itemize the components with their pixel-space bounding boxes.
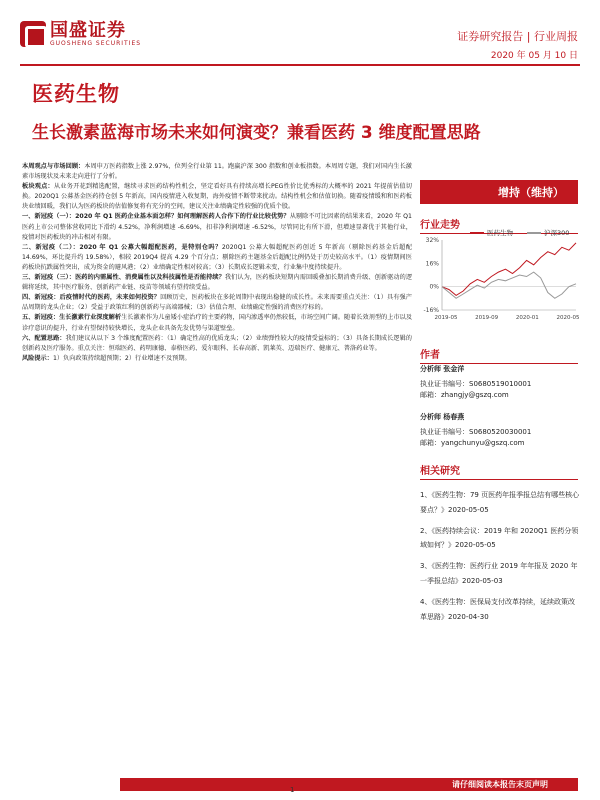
analyst-email[interactable]: zhangjy@gszq.com: [441, 391, 509, 399]
related-report-item[interactable]: 3、《医药生物：医药行业 2019 年年报及 2020 年一季报总结》2020-05-03: [420, 562, 578, 585]
legend-label: 沪深300: [544, 229, 570, 237]
body-paragraph: [22, 354, 412, 364]
legend-swatch-icon: [470, 232, 484, 234]
analyst-role: 分析师: [420, 365, 441, 373]
email-label: 邮箱：: [420, 391, 441, 399]
body-paragraph: [22, 162, 412, 182]
analyst-1: [420, 364, 531, 401]
logo-en-text: GUOSHENG SECURITIES: [50, 39, 142, 47]
x-tick-label: 2019-05: [434, 315, 458, 321]
cert-label: 执业证书编号：: [420, 428, 469, 436]
related-section-title: 相关研究: [420, 462, 578, 480]
x-tick-label: 2020-05: [556, 315, 580, 321]
y-tick-label: 0%: [429, 283, 439, 291]
analyst-2: [420, 412, 531, 449]
series-line-1: [442, 272, 576, 298]
analyst-email[interactable]: yangchunyu@gszq.com: [441, 439, 525, 447]
logo-cn-text: 国盛证券: [50, 19, 126, 41]
related-reports-list: [420, 488, 580, 630]
paragraph-lead: 六、配置思路：: [22, 334, 66, 342]
industry-name: 医药生物: [32, 82, 120, 106]
logo-mark-icon: [20, 21, 46, 47]
y-tick-label: 16%: [425, 260, 439, 268]
body-paragraph: [22, 243, 412, 273]
paragraph-lead: 一、新冠疫（一）：2020 年 Q1 医药企业基本面怎样？如何理解医药人合作下的行业比较优势？: [22, 213, 290, 221]
header-divider: [20, 64, 580, 66]
x-tick-label: 2019-09: [475, 315, 499, 321]
paragraph-lead: 四、新冠疫：后疫情时代的医药，未来如何投资？: [22, 294, 161, 302]
paragraph-lead: 板块观点：: [22, 183, 54, 191]
rating-badge: 增持（维持）: [420, 180, 578, 204]
body-paragraph: [22, 334, 412, 354]
trend-chart: [418, 236, 580, 328]
body-paragraph: [22, 182, 412, 212]
body-column: [22, 162, 412, 364]
paragraph-lead: 三、新冠疫（三）：医药的内需属性、消费属性以及科技属性是否能持续？: [22, 274, 225, 282]
cert-label: 执业证书编号：: [420, 380, 469, 388]
page-number: 1: [290, 786, 295, 794]
chart-section-title: 行业走势: [420, 216, 578, 234]
author-section-title: 作者: [420, 346, 578, 364]
y-tick-label: 32%: [425, 237, 439, 244]
cert-number: S0680519010001: [469, 380, 532, 388]
paragraph-text: 2020Q1 公募大幅超配医药创近 5 年新高（剔除医药基金后超配 14.69%，环比提升约 19.58%），相较 2019Q4 提高 4.29 个百分点；剔除医药主题基金后超配比例仍处于历史较高水平。（1）疫情期间医药板块抗跌属性突出，成为资金的避风港；（2）业绩确定性相对较高；（3）长期成长逻辑未变，行业集中度持续提升。: [22, 243, 412, 271]
paragraph-text: 回顾历史，医药板块在多轮周期中表现出稳健的成长性。未来需要重点关注：（1）具有强产品周期的龙头企业；（2）受益于政策红利的创新药与高端器械；（3）估值合理、业绩确定性强的消费医疗标的。: [22, 294, 412, 312]
legend-label: 医药生物: [487, 229, 513, 237]
paragraph-text: 从剔除不可比因素的结果来看，2020 年 Q1 医药上市公司整体营收同比下滑约 4.52%，净利润增速 -6.69%，扣非净利润增速 -6.52%，尽管同比有所下滑，但增速显著优于其他行业，疫情对医药板块的冲击相对有限。: [22, 213, 412, 241]
body-paragraph: [22, 313, 412, 333]
paragraph-lead: 本周观点与市场回顾：: [22, 163, 85, 170]
body-paragraph: [22, 293, 412, 313]
paragraph-text: 生长激素作为儿童矮小症治疗的主要药物，国内渗透率仍然较低，市场空间广阔。随着长效剂型的上市以及诊疗意识的提升，行业有望保持较快增长，龙头企业具备先发优势与渠道壁垒。: [22, 314, 413, 332]
body-paragraph: [22, 212, 412, 242]
paragraph-lead: 二、新冠疫（二）：2020 年 Q1 公募大幅超配医药，是特别仓吗？: [22, 243, 222, 251]
paragraph-text: 我们认为，医药板块短期内需回暖叠加长期消费升级、创新驱动的逻辑将延续，其中医疗服务、创新药产业链、疫苗等领域有望持续受益。: [22, 274, 413, 292]
related-report-item[interactable]: 4、《医药生物：医保局支付改革持续，延续政策改革思路》2020-04-30: [420, 597, 575, 621]
footer-disclaimer: 请仔细阅读本报告末页声明: [120, 778, 578, 791]
paragraph-lead: 风险提示：: [22, 354, 53, 362]
analyst-name: 张金洋: [443, 365, 465, 373]
y-tick-label: -16%: [423, 307, 439, 314]
footer: [0, 774, 600, 800]
related-report-item[interactable]: 2、《医药持续会议：2019 年和 2020Q1 医药分领域如何？》2020-05-05: [420, 526, 579, 550]
company-logo: [20, 18, 160, 50]
report-title: 生长激素蓝海市场未来如何演变？兼看医药 3 维度配置思路: [32, 123, 481, 143]
analyst-role: 分析师: [420, 413, 441, 421]
email-label: 邮箱：: [420, 439, 441, 447]
paragraph-text: 我们建议从以下 3 个维度配置医药：（1）确定性高的优质龙头；（2）业绩弹性较大的疫情受益标的；（3）具备长期成长逻辑的创新药及医疗服务。重点关注：恒瑞医药、药明康德、泰格医药、爱尔眼科、长春高新、凯莱英、迈瑞医疗、健康元、普洛药业等。: [22, 334, 412, 352]
paragraph-text: 本周申万医药指数上涨 2.97%，位列全行业第 11。跑赢沪深 300 指数和创业板指数。本周周专题，我们对国内生长激素市场现状及未来走向进行了分析。: [22, 163, 412, 181]
body-paragraph: [22, 273, 412, 293]
related-report-item[interactable]: 1、《医药生物：79 页医药年报季报总结有哪些核心要点？》2020-05-05: [420, 491, 580, 514]
paragraph-text: 1）负向政策持续超预期；2）行业增速不及预期。: [52, 354, 191, 362]
paragraph-text: 从业务开花到精选配置，继续寻求医药结构性机会，坚定看好具有持续高增长PEG性价比优秀标的大概率的 2021 年提前估值切换。2020Q1 公募基金医药持仓创 5 年新高，国内疫情进入收复期，海外疫情不断带来扰动。结构性机会和估值切换。随着疫情缓和和医药板块业绩回暖，我们认为医药板块的估值修复将有充分的空间，建议关注业绩确定性较强的优质个股。: [22, 183, 412, 211]
report-date: 2020 年 05 月 10 日: [490, 51, 578, 61]
legend-swatch-icon: [527, 232, 541, 234]
analyst-name: 杨春燕: [443, 413, 465, 421]
report-type: 证券研究报告 | 行业周报: [457, 30, 578, 43]
x-tick-label: 2020-01: [515, 315, 539, 321]
cert-number: S0680520030001: [469, 428, 532, 436]
paragraph-lead: 五、新冠疫：生长激素行业深度解析: [22, 314, 122, 322]
series-line-0: [442, 243, 576, 296]
